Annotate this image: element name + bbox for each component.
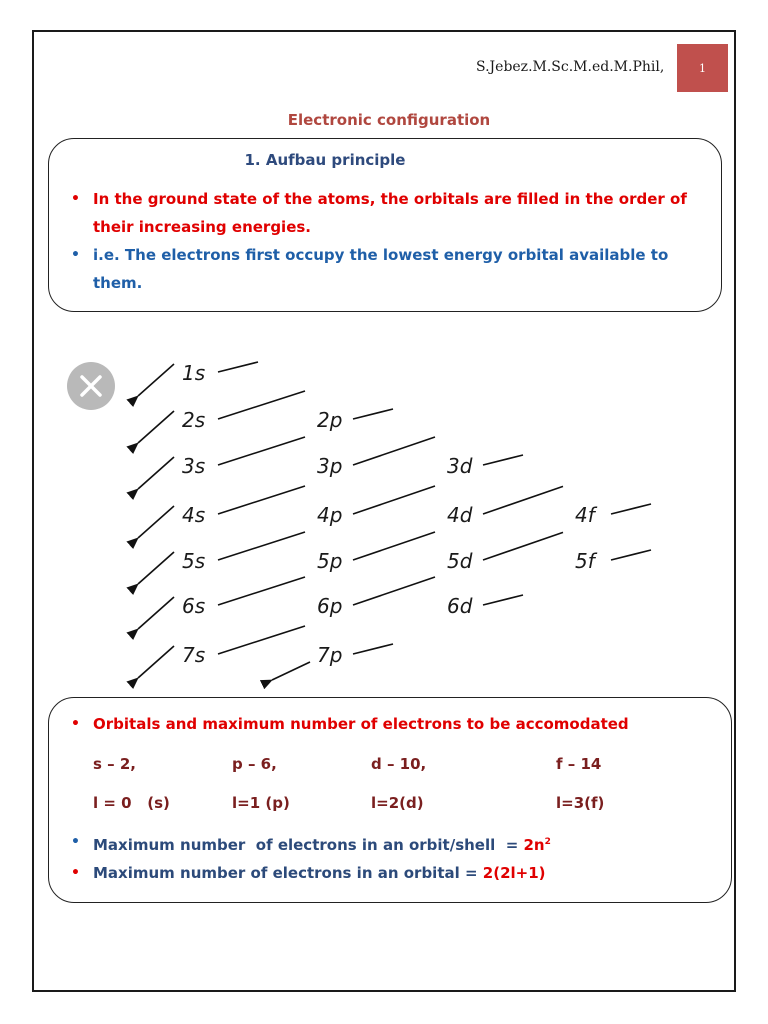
bullet-text: In the ground state of the atoms, the orbitals are filled in the order of their increasing energies. [93,190,687,236]
orbital-formula-label: Maximum number of electrons in an orbital = [93,864,483,882]
aufbau-diagram [60,340,680,700]
orbital-label-5f: 5f [575,549,595,573]
orbital-level-line-4s [218,486,305,514]
orbital-label-3s: 3s [182,454,206,478]
orbital-label-2p: 2p [317,408,343,432]
list-item [69,241,709,297]
list-item [69,185,709,241]
list-item [69,859,729,887]
orbital-level-line-5p [353,532,435,560]
orbitals-heading-list [69,710,729,738]
filling-arrow-4 [138,506,174,538]
orbital-level-line-7p [353,644,393,654]
orbital-label-6s: 6s [182,594,206,618]
shell-formula-exponent: 2 [544,837,551,847]
orbital-label-6d: 6d [447,594,473,618]
formula-list [69,828,729,887]
bullet-icon: • [71,247,80,263]
capacity-s: s – 2, [93,755,137,773]
orbital-label-3p: 3p [317,454,343,478]
orbital-label-7p: 7p [317,643,343,667]
filling-arrow-1 [138,364,174,396]
shell-formula-label: Maximum number of electrons in an orbit/shell = [93,836,524,854]
orbital-label-2s: 2s [182,408,206,432]
orbital-level-line-4f [611,504,651,514]
list-item [69,710,729,738]
orbital-label-4s: 4s [182,503,206,527]
bullet-icon: • [71,191,80,207]
orbital-label-4d: 4d [447,503,473,527]
filling-arrow-6 [138,597,174,629]
capacity-p: p – 6, [232,755,277,773]
orbital-label-7s: 7s [182,643,206,667]
orbital-level-line-3p [353,437,435,465]
author-name: S.Jebez.M.Sc.M.ed.M.Phil, [476,59,665,75]
page-number-badge: 1 [677,44,728,92]
orbital-level-line-4d [483,486,563,514]
orbital-formula: 2(2l+1) [482,864,546,882]
bullet-text: i.e. The electrons first occupy the lowest energy orbital available to them. [93,246,669,292]
orbital-label-1s: 1s [182,361,206,385]
document-title: Electronic configuration [287,111,491,129]
orbitals-box [48,697,732,903]
quantum-f: l=3(f) [556,794,605,812]
filling-arrow-5 [138,552,174,584]
capacity-d: d – 10, [371,755,427,773]
shell-formula: 2n [523,836,545,854]
orbital-label-5s: 5s [182,549,206,573]
orbital-label-4f: 4f [575,503,595,527]
orbital-level-line-1s [218,362,258,372]
bullet-icon: • [71,865,80,881]
orbital-label-3d: 3d [447,454,473,478]
aufbau-bullets [69,185,709,297]
orbital-level-line-2p [353,409,393,419]
aufbau-heading: 1. Aufbau principle [244,151,406,169]
quantum-s: l = 0 (s) [93,794,170,812]
bullet-icon: • [71,834,80,850]
bullet-icon: • [71,716,80,732]
orbital-label-6p: 6p [317,594,343,618]
orbital-label-5d: 5d [447,549,473,573]
orbital-level-line-4p [353,486,435,514]
quantum-d: l=2(d) [371,794,424,812]
orbital-level-line-3d [483,455,523,465]
capacity-f: f – 14 [556,755,602,773]
orbital-level-line-5d [483,532,563,560]
filling-arrow-7p [272,662,310,680]
orbital-level-line-6d [483,595,523,605]
orbital-level-line-3s [218,437,305,465]
orbitals-heading: Orbitals and maximum number of electrons to be accomodated [93,715,629,733]
orbital-level-line-2s [218,391,305,419]
quantum-p: l=1 (p) [232,794,290,812]
orbital-level-line-7s [218,626,305,654]
filling-arrow-2 [138,411,174,443]
filling-arrow-7 [138,646,174,678]
orbital-label-4p: 4p [317,503,343,527]
filling-arrow-3 [138,457,174,489]
close-icon[interactable] [67,362,115,410]
orbital-level-line-5f [611,550,651,560]
orbital-level-line-5s [218,532,305,560]
list-item [69,828,729,859]
orbital-level-line-6p [353,577,435,605]
orbital-label-5p: 5p [317,549,343,573]
aufbau-box [48,138,722,312]
orbital-level-line-6s [218,577,305,605]
